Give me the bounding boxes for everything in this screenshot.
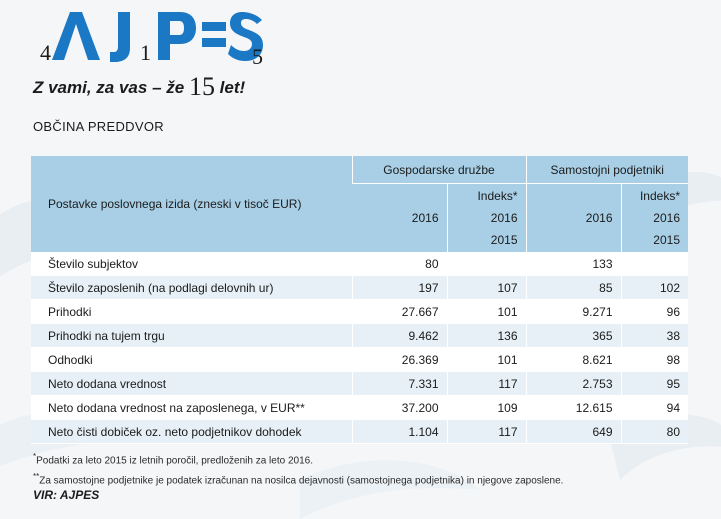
companies-index: 107 <box>447 276 526 300</box>
entrepreneurs-index: 94 <box>621 396 688 420</box>
index-year-current: 2016 <box>490 211 518 225</box>
entrepreneurs-index: 80 <box>621 420 688 444</box>
entrepreneurs-value: 12.615 <box>526 396 621 420</box>
index-label: Indeks* <box>477 189 518 203</box>
companies-value: 27.667 <box>352 300 447 324</box>
index-label: Indeks* <box>639 189 680 203</box>
entrepreneurs-value: 2.753 <box>526 372 621 396</box>
index-year-current: 2016 <box>653 211 680 225</box>
table-row <box>31 396 688 420</box>
row-label: Prihodki na tujem trgu <box>31 324 352 348</box>
footnote-mark: * <box>33 452 37 461</box>
companies-value: 26.369 <box>352 348 447 372</box>
index-year-previous: 2015 <box>653 233 680 247</box>
companies-value: 197 <box>352 276 447 300</box>
companies-index: 101 <box>447 300 526 324</box>
entrepreneurs-value: 8.621 <box>526 348 621 372</box>
row-header: Postavke poslovnega izida (zneski v tisoč EUR) <box>31 156 352 252</box>
companies-value: 7.331 <box>352 372 447 396</box>
companies-index: 109 <box>447 396 526 420</box>
companies-index: 136 <box>447 324 526 348</box>
row-label: Odhodki <box>31 348 352 372</box>
table-row <box>31 300 688 324</box>
logo-digit-4: 4 <box>40 40 51 65</box>
table-row <box>31 420 688 444</box>
companies-index: 117 <box>447 372 526 396</box>
table-row <box>31 276 688 300</box>
slogan-suffix: let! <box>219 78 246 97</box>
row-label: Število subjektov <box>31 252 352 276</box>
business-results-table <box>31 156 688 444</box>
slogan-text: Z vami, za vas – že <box>33 78 185 97</box>
ajpes-logo <box>30 8 270 66</box>
group-header-companies: Gospodarske družbe <box>352 156 526 184</box>
table-row <box>31 348 688 372</box>
footnote-1 <box>33 452 313 466</box>
companies-value: 37.200 <box>352 396 447 420</box>
entrepreneurs-value: 85 <box>526 276 621 300</box>
companies-value: 80 <box>352 252 447 276</box>
row-label: Neto čisti dobiček oz. neto podjetnikov dohodek <box>31 420 352 444</box>
group-header-entrepreneurs: Samostojni podjetniki <box>526 156 688 184</box>
slogan-number: 15 <box>188 72 215 101</box>
index-header-companies <box>447 184 526 253</box>
index-year-previous: 2015 <box>490 233 518 247</box>
index-header-entrepreneurs <box>621 184 688 253</box>
slogan <box>33 73 293 101</box>
entrepreneurs-value: 365 <box>526 324 621 348</box>
entrepreneurs-index: 102 <box>621 276 688 300</box>
table-row <box>31 372 688 396</box>
companies-value: 1.104 <box>352 420 447 444</box>
footnote-mark: ** <box>33 472 40 481</box>
companies-index: 101 <box>447 348 526 372</box>
entrepreneurs-index <box>621 252 688 276</box>
companies-index: 117 <box>447 420 526 444</box>
year-header-entrepreneurs: 2016 <box>526 184 621 253</box>
entrepreneurs-value: 9.271 <box>526 300 621 324</box>
entrepreneurs-index: 38 <box>621 324 688 348</box>
footnote-text: Za samostojne podjetnike je podatek izračunan na nosilca dejavnosti (samostojnega podjetnika) in njegove zaposlene. <box>39 475 564 487</box>
footnote-text: Podatki za leto 2015 iz letnih poročil, predloženih za leto 2016. <box>36 455 313 467</box>
municipality-title: OBČINA PREDDVOR <box>33 119 164 134</box>
row-label: Prihodki <box>31 300 352 324</box>
entrepreneurs-index: 96 <box>621 300 688 324</box>
year-header-companies: 2016 <box>352 184 447 253</box>
table-row <box>31 324 688 348</box>
entrepreneurs-index: 98 <box>621 348 688 372</box>
footnote-2 <box>33 472 563 486</box>
logo-digit-5: 5 <box>252 44 263 66</box>
source-label: VIR: AJPES <box>33 488 100 502</box>
companies-value: 9.462 <box>352 324 447 348</box>
entrepreneurs-index: 95 <box>621 372 688 396</box>
entrepreneurs-value: 133 <box>526 252 621 276</box>
row-label: Neto dodana vrednost <box>31 372 352 396</box>
row-label: Neto dodana vrednost na zaposlenega, v EUR** <box>31 396 352 420</box>
companies-index <box>447 252 526 276</box>
row-label: Število zaposlenih (na podlagi delovnih ur) <box>31 276 352 300</box>
entrepreneurs-value: 649 <box>526 420 621 444</box>
logo-digit-1: 1 <box>140 40 151 65</box>
table-row <box>31 252 688 276</box>
